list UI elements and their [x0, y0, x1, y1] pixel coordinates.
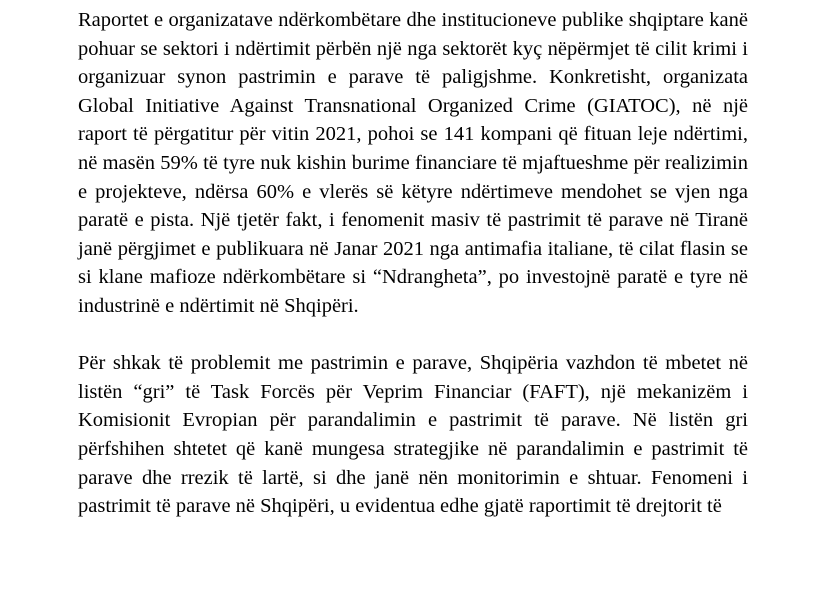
paragraph-faft-grey-list: Për shkak të problemit me pastrimin e parave, Shqipëria vazhdon të mbetet në listën “gri” të Task Forcës për Veprim Financiar (FAFT), një mekanizëm i Komisionit Evropian për parandalimin e pastrimit të parave. Në listën gri përfshihen shtetet që kanë mungesa strategjike në parandalimin e pastrimit të parave dhe rrezik të lartë, si dhe janë nën monitorimin e shtuar. Fenomeni i pastrimit të parave në Shqipëri, u evidentua edhe gjatë raportimit të drejtorit të [78, 352, 748, 518]
paragraph-construction-money-laundering: Raportet e organizatave ndërkombëtare dhe institucioneve publike shqiptare kanë pohuar se sektori i ndërtimit përbën një nga sektorët kyç nëpërmjet të cilit krimi i organizuar synon pastrimin e parave të paligjshme. Konkretisht, organizata Global Initiative Against Transnational Organized Crime (GIATOC), në një raport të përgatitur për vitin 2021, pohoi se 141 kompani që fituan leje ndërtimi, në masën 59% të tyre nuk kishin burime financiare të mjaftueshme për realizimin e projekteve, ndërsa 60% e vlerës së këtyre ndërtimeve mendohet se vjen nga paratë e pista. Një tjetër fakt, i fenomenit masiv të pastrimit të parave në Tiranë janë përgjimet e publikuara në Janar 2021 nga antimafia italiane, të cilat flasin se si klane mafioze ndërkombëtare si “Ndrangheta”, po investojnë paratë e tyre në industrinë e ndërtimit në Shqipëri. [78, 9, 748, 317]
document-body [78, 6, 748, 549]
